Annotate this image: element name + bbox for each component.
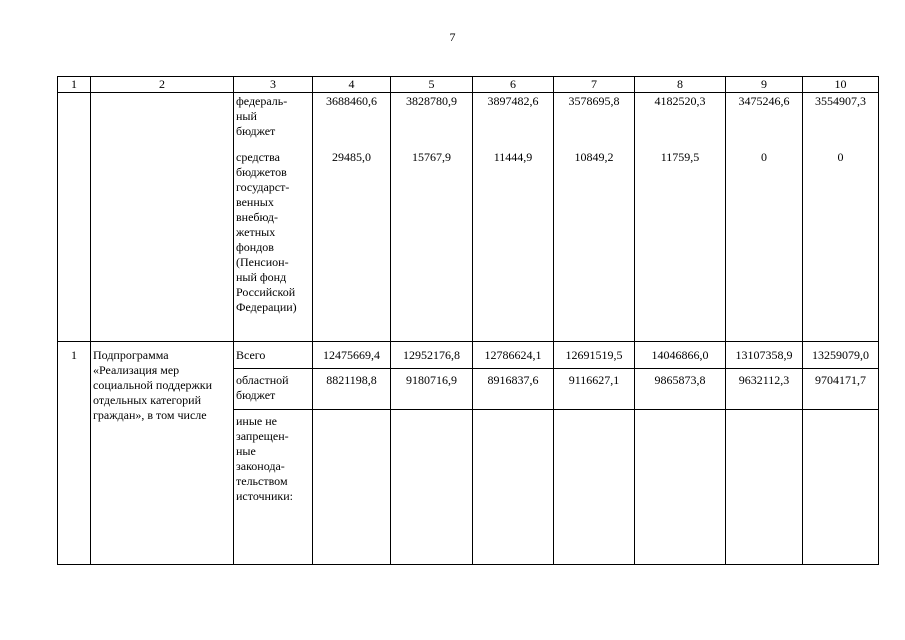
value-cell: 15767,9 (391, 149, 473, 342)
funding-source-line: ный (236, 109, 257, 123)
column-number: 6 (473, 77, 554, 93)
funding-source-line: (Пенсион- (236, 254, 289, 269)
page-number: 7 (449, 30, 456, 44)
column-number: 7 (554, 77, 635, 93)
value-cell: 3475246,6 (726, 93, 803, 149)
funding-source-cell (234, 93, 313, 149)
value-cell: 9116627,1 (554, 369, 635, 410)
column-number: 5 (391, 77, 473, 93)
value-cell: 14046866,0 (635, 342, 726, 369)
funding-source-line: Всего (236, 348, 266, 362)
funding-source-line: Федерации) (236, 299, 297, 314)
column-number: 3 (234, 77, 313, 93)
value-cell: 12786624,1 (473, 342, 554, 369)
table-row (58, 93, 879, 149)
funding-source-cell (234, 410, 313, 565)
funding-source-line: фондов (236, 239, 274, 254)
value-cell: 12691519,5 (554, 342, 635, 369)
column-number: 1 (58, 77, 91, 93)
value-cell: 12475669,4 (313, 342, 391, 369)
funding-source-line: внебюд- (236, 209, 278, 224)
funding-source-line: областной (236, 373, 289, 387)
value-cell (313, 410, 391, 565)
column-number: 4 (313, 77, 391, 93)
funding-source-line: жетных (236, 224, 276, 239)
funding-source-cell (234, 369, 313, 410)
funding-source-line: тельством (236, 474, 288, 488)
funding-source-line: бюджет (236, 388, 276, 402)
value-cell: 13107358,9 (726, 342, 803, 369)
funding-source-cell (234, 342, 313, 369)
funding-source-cell (234, 149, 313, 342)
funding-source-line: венных (236, 194, 274, 209)
funding-source-line: ный фонд (236, 269, 287, 284)
budget-table (57, 76, 879, 565)
subprogram-number: 1 (58, 342, 91, 565)
value-cell (726, 410, 803, 565)
column-number: 9 (726, 77, 803, 93)
value-cell: 3688460,6 (313, 93, 391, 149)
value-cell: 11444,9 (473, 149, 554, 342)
value-cell: 10849,2 (554, 149, 635, 342)
value-cell: 9180716,9 (391, 369, 473, 410)
funding-source-line: бюджетов (236, 164, 287, 179)
value-cell (554, 410, 635, 565)
funding-source-line: средства (236, 149, 281, 164)
funding-source-line: государст- (236, 179, 290, 194)
value-cell (473, 410, 554, 565)
value-cell (803, 410, 879, 565)
funding-source-line: ные (236, 444, 256, 458)
value-cell: 4182520,3 (635, 93, 726, 149)
column-number: 2 (91, 77, 234, 93)
value-cell (635, 410, 726, 565)
table-row (58, 342, 879, 369)
value-cell: 9865873,8 (635, 369, 726, 410)
funding-source-line: федераль- (236, 94, 288, 108)
column-number-row (58, 77, 879, 93)
value-cell: 8916837,6 (473, 369, 554, 410)
funding-source-line: законода- (236, 459, 285, 473)
funding-source-line: Российской (236, 284, 296, 299)
funding-source-line: иные не (236, 414, 277, 428)
subprogram-name: Подпрограмма «Реализация мер социальной поддержки отдельных категорий граждан», в том числе (91, 342, 234, 565)
value-cell: 3828780,9 (391, 93, 473, 149)
column-number: 10 (803, 77, 879, 93)
value-cell: 29485,0 (313, 149, 391, 342)
value-cell: 13259079,0 (803, 342, 879, 369)
value-cell: 12952176,8 (391, 342, 473, 369)
value-cell: 9704171,7 (803, 369, 879, 410)
column-number: 8 (635, 77, 726, 93)
value-cell: 8821198,8 (313, 369, 391, 410)
value-cell: 3897482,6 (473, 93, 554, 149)
value-cell: 0 (803, 149, 879, 342)
value-cell (391, 410, 473, 565)
value-cell: 3578695,8 (554, 93, 635, 149)
funding-source-line: запрещен- (236, 429, 289, 443)
value-cell: 0 (726, 149, 803, 342)
funding-source-line: источники: (236, 489, 293, 503)
value-cell: 3554907,3 (803, 93, 879, 149)
value-cell: 11759,5 (635, 149, 726, 342)
empty-cell (58, 93, 91, 342)
value-cell: 9632112,3 (726, 369, 803, 410)
empty-cell (91, 93, 234, 342)
funding-source-line: бюджет (236, 124, 276, 138)
